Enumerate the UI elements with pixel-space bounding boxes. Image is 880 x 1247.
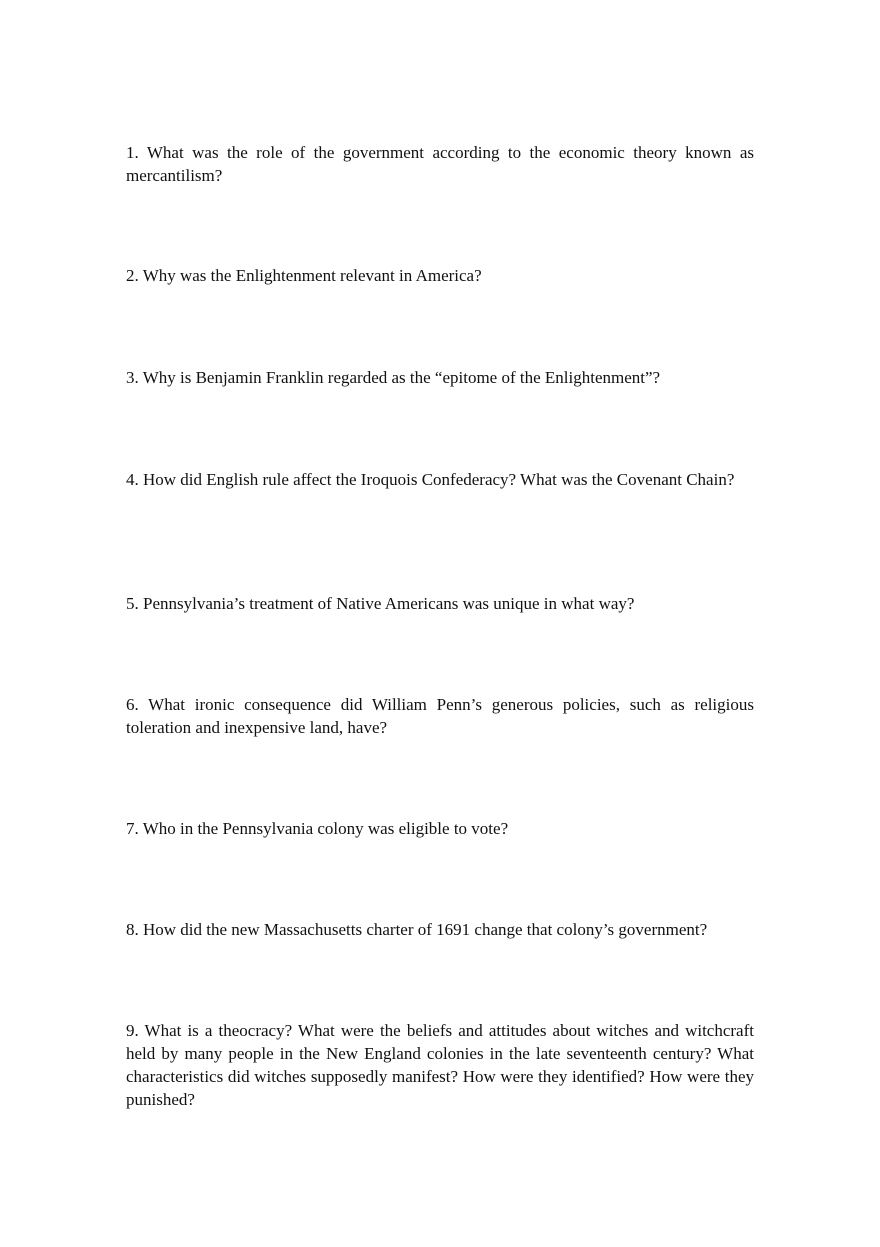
question-8: 8. How did the new Massachusetts charter of 1691 change that colony’s government? xyxy=(126,920,708,939)
question-7: 7. Who in the Pennsylvania colony was eligible to vote? xyxy=(126,819,509,838)
question-1: 1. What was the role of the government according to the economic theory known as mercantilism? xyxy=(126,143,754,185)
question-2: 2. Why was the Enlightenment relevant in America? xyxy=(126,266,482,285)
question-5: 5. Pennsylvania’s treatment of Native Americans was unique in what way? xyxy=(126,594,635,613)
question-6: 6. What ironic consequence did William Penn’s generous policies, such as religious toleration and inexpensive land, have? xyxy=(126,695,754,737)
question-3: 3. Why is Benjamin Franklin regarded as the “epitome of the Enlightenment”? xyxy=(126,368,661,387)
question-9: 9. What is a theocracy? What were the beliefs and attitudes about witches and witchcraft held by many people in the New England colonies in the late seventeenth century? What characteristics did witches supposedly manifest? How were they identified? How were they punished? xyxy=(126,1021,754,1109)
question-4: 4. How did English rule affect the Iroquois Confederacy? What was the Covenant Chain? xyxy=(126,470,735,489)
